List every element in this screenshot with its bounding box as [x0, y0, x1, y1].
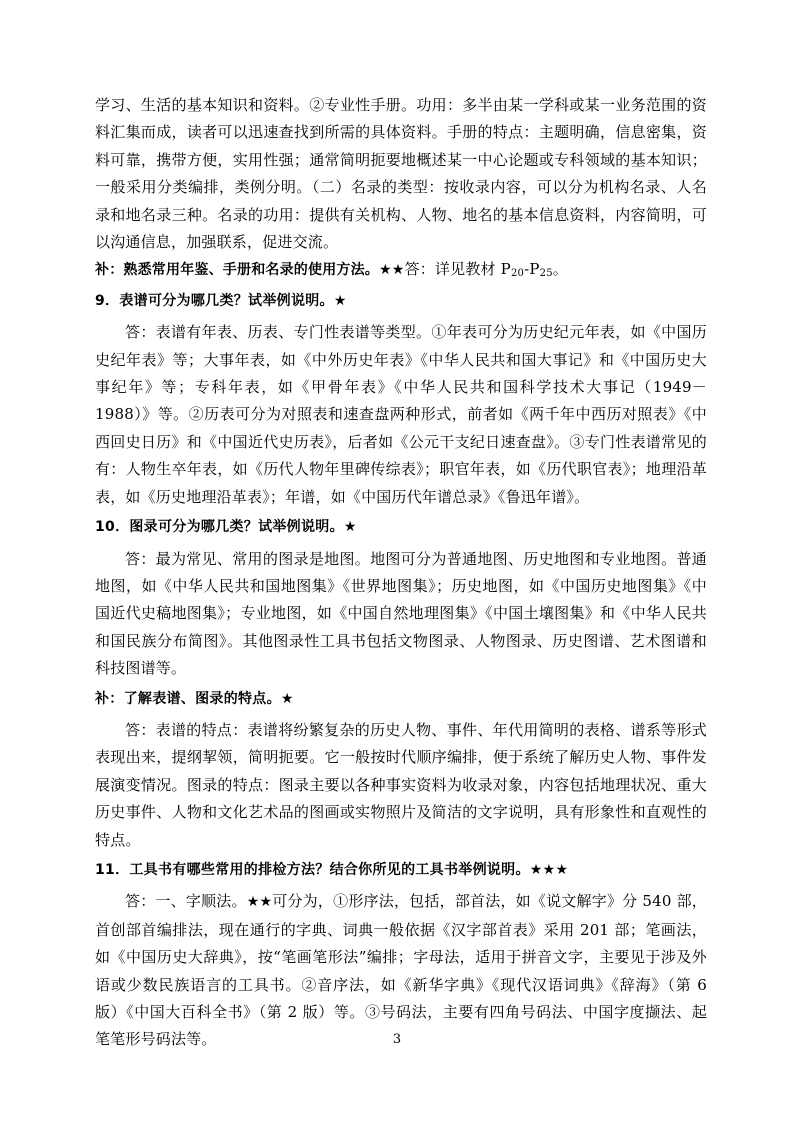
question-10-heading: 10．图录可分为哪几类？试举例说明。★	[95, 519, 357, 536]
question-9-answer: 答：表谱有年表、历表、专门性表谱等类型。①年表可分为历史纪元年表，如《中国历史纪年表》等；大事年表，如《中外历史年表》《中华人民共和国大事记》和《中国历史大事纪年》等；专科年表，如《甲骨年表》《中华人民共和国科学技术大事记（1949－1988）》等。②历表可分为对照表和速查盘两种形式，前者如《两千年中西历对照表》《中西回史日历》和《中国近代史历表》，后者如《公元干支纪日速查盘》。③专门性表谱常见的有：人物生卒年表，如《历代人物年里碑传综表》；职官年表，如《历代职官表》；地理沿革表，如《历史地理沿革表》；年谱，如《中国历代年谱总录》《鲁迅年谱》。	[95, 323, 707, 506]
top-paragraph: 学习、生活的基本知识和资料。②专业性手册。功用：多半由某一学科或某一业务范围的资料汇集而成，读者可以迅速查找到所需的具体资料。手册的特点：主题明确，信息密集，资料可靠，携带方便，实用性强；通常简明扼要地概述某一中心论题或专科领域的基本知识；一般采用分类编排，类例分明。（二）名录的类型：按收录内容，可以分为机构名录、人名录和地名录三种。名录的功用：提供有关机构、人物、地名的基本信息资料，内容简明，可以沟通信息，加强联系，促进交流。	[95, 96, 707, 252]
supplement-features-heading: 补：了解表谱、图录的特点。★	[95, 690, 294, 707]
supplement-usage-answer: 答：详见教材 $P_{20}-P_{25}$。	[404, 260, 568, 280]
question-11-answer: 答：一、字顺法。★★可分为，①形序法，包括，部首法，如《说文解字》分 540 部，首创部首编排法，现在通行的字典、词典一般依据《汉字部首表》采用 201 部；笔画法，如《中国历史大辞典》，按“笔画笔形法”编排；字母法，适用于拼音文字，主要见于涉及外语或少数民族语言的工具书。②音序法，如《新华字典》《现代汉语词典》《辞海》（第 6 版）《中国大百科全书》（第 2 版）等。③号码法，主要有四角号码法、中国字度撷法、起笔笔形号码法等。	[95, 892, 707, 1049]
supplement-features-answer: 答：表谱的特点：表谱将纷繁复杂的历史人物、事件、年代用简明的表格、谱系等形式表现出来，提纲挈领，简明扼要。它一般按时代顺序编排，便于系统了解历史人物、事件发展演变情况。图录的特点：图录主要以各种事实资料为收录对象，内容包括地理状况、重大历史事件、人物和文化艺术品的图画或实物照片及简洁的文字说明，具有形象性和直观性的特点。	[95, 720, 707, 849]
supplement-usage-heading: 补：熟悉常用年鉴、手册和名录的使用方法。★★	[95, 262, 405, 279]
question-10-answer: 答：最为常见、常用的图录是地图。地图可分为普通地图、历史地图和专业地图。普通地图，如《中华人民共和国地图集》《世界地图集》；历史地图，如《中国历史地图集》《中国近代史稿地图集》；专业地图，如《中国自然地理图集》《中国土壤图集》和《中华人民共和国民族分布简图》。其他图录性工具书包括文物图录、人物图录、历史图谱、艺术图谱和科技图谱等。	[95, 549, 707, 678]
question-11-heading: 11．工具书有哪些常用的排检方法？结合你所见的工具书举例说明。★★★	[95, 861, 569, 878]
question-9-heading: 9．表谱可分为哪几类？试举例说明。★	[95, 292, 347, 309]
question-11-stars: ★★	[246, 894, 273, 911]
page-content	[95, 92, 707, 1054]
page-number: 3	[392, 1032, 402, 1047]
supplement-usage-note	[95, 256, 707, 284]
